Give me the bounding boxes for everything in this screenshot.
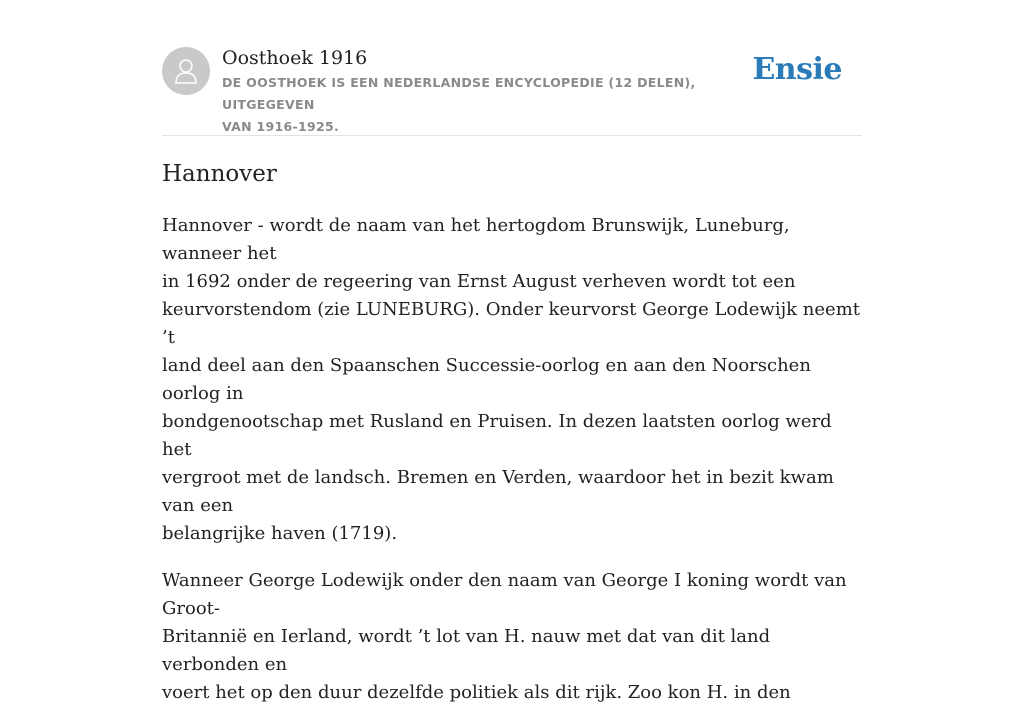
paragraph-line: Wanneer George Lodewijk onder den naam van George I koning wordt van Groot- — [162, 570, 847, 619]
ensie-logo[interactable]: Ensie — [752, 52, 842, 87]
paragraph-line: Britannië en Ierland, wordt ’t lot van H. nauw met dat van dit land verbonden en — [162, 626, 771, 675]
source-title[interactable]: Oosthoek 1916 — [222, 47, 368, 69]
source-description-line-2: VAN 1916-1925. — [222, 119, 340, 134]
paragraph-line: voert het op den duur dezelfde politiek als dit rijk. Zoo kon H. in den — [162, 682, 791, 703]
paragraph-line: bondgenootschap met Rusland en Pruisen. In dezen laatsten oorlog werd het — [162, 411, 832, 460]
paragraph-line: keurvorstendom (zie LUNEBURG). Onder keurvorst George Lodewijk neemt ’t — [162, 299, 861, 348]
article-paragraph-2 — [162, 567, 862, 707]
header-divider — [162, 135, 862, 136]
user-avatar-icon — [162, 47, 210, 95]
article-paragraph-1 — [162, 212, 862, 548]
paragraph-line: vergroot met de landsch. Bremen en Verden, waardoor het in bezit kwam van een — [162, 467, 834, 516]
paragraph-line: in 1692 onder de regeering van Ernst August verheven wordt tot een — [162, 271, 796, 292]
source-header — [162, 46, 862, 136]
user-silhouette-icon — [171, 56, 201, 86]
paragraph-line: Hannover - wordt de naam van het hertogdom Brunswijk, Luneburg, wanneer het — [162, 215, 790, 264]
source-description — [222, 72, 762, 138]
article-body — [162, 212, 862, 726]
article-title: Hannover — [162, 161, 277, 187]
paragraph-line: land deel aan den Spaanschen Successie-oorlog en aan den Noorschen oorlog in — [162, 355, 811, 404]
paragraph-line: belangrijke haven (1719). — [162, 523, 398, 544]
source-description-line-1: DE OOSTHOEK IS EEN NEDERLANDSE ENCYCLOPEDIE (12 DELEN), UITGEGEVEN — [222, 75, 696, 112]
